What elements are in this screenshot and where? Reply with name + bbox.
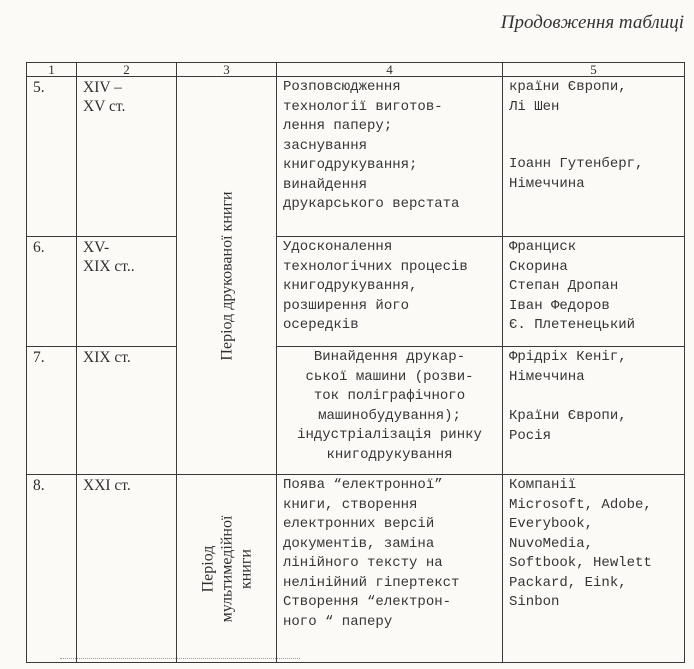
period-multimedia-label: Період мультимедійної книги bbox=[199, 515, 254, 622]
row-people: країни Європи, Лі Шен Іоанн Гутенберг, Німеччина bbox=[503, 77, 685, 237]
row-event: Винайдення друкар- ської машини (розви- ток поліграфічного машинобудування); індустріалізація ринку книгодрукування bbox=[277, 347, 503, 475]
table-row bbox=[27, 237, 685, 347]
row-century: XIX ст. bbox=[77, 347, 177, 475]
row-event: Розповсюдження технології виготов- лення паперу; заснування книгодрукування; винайдення друкарського верстата bbox=[277, 77, 503, 237]
header-col-4: 4 bbox=[277, 63, 503, 77]
row-number: 5. bbox=[27, 77, 77, 237]
row-number: 8. bbox=[27, 475, 77, 663]
header-col-2: 2 bbox=[77, 63, 177, 77]
period-multimedia-cell bbox=[177, 475, 277, 663]
row-century: XV- XIX ст.. bbox=[77, 237, 177, 347]
period-printed-label: Період друкованої книги bbox=[218, 190, 235, 361]
row-number: 6. bbox=[27, 237, 77, 347]
period-printed-cell bbox=[177, 77, 277, 475]
table-row bbox=[27, 77, 685, 237]
row-number: 7. bbox=[27, 347, 77, 475]
page-footer-rule bbox=[60, 658, 300, 661]
history-table bbox=[26, 62, 685, 663]
header-col-1: 1 bbox=[27, 63, 77, 77]
header-row bbox=[27, 63, 685, 77]
row-century: XXI ст. bbox=[77, 475, 177, 663]
table-row bbox=[27, 475, 685, 663]
header-col-3: 3 bbox=[177, 63, 277, 77]
row-people: Компанії Microsoft, Adobe, Everybook, NuvoMedia, Softbook, Hewlett Packard, Eink, Sinbon bbox=[503, 475, 685, 663]
header-col-5: 5 bbox=[503, 63, 685, 77]
row-people: Франциск Скорина Степан Дропан Іван Федоров Є. Плетенецький bbox=[503, 237, 685, 347]
row-event: Поява “електронної” книги, створення електронних версій документів, заміна лінійного тексту на нелінійний гіпертекст Створення “електрон- ного “ паперу bbox=[277, 475, 503, 663]
row-people: Фрідріх Кеніг, Німеччина Країни Європи, Росія bbox=[503, 347, 685, 475]
row-event: Удосконалення технологічних процесів книгодрукування, розширення його осередків bbox=[277, 237, 503, 347]
table-row bbox=[27, 347, 685, 475]
row-century: XIV – XV ст. bbox=[77, 77, 177, 237]
table-continuation-caption: Продовження таблиці bbox=[500, 12, 684, 33]
